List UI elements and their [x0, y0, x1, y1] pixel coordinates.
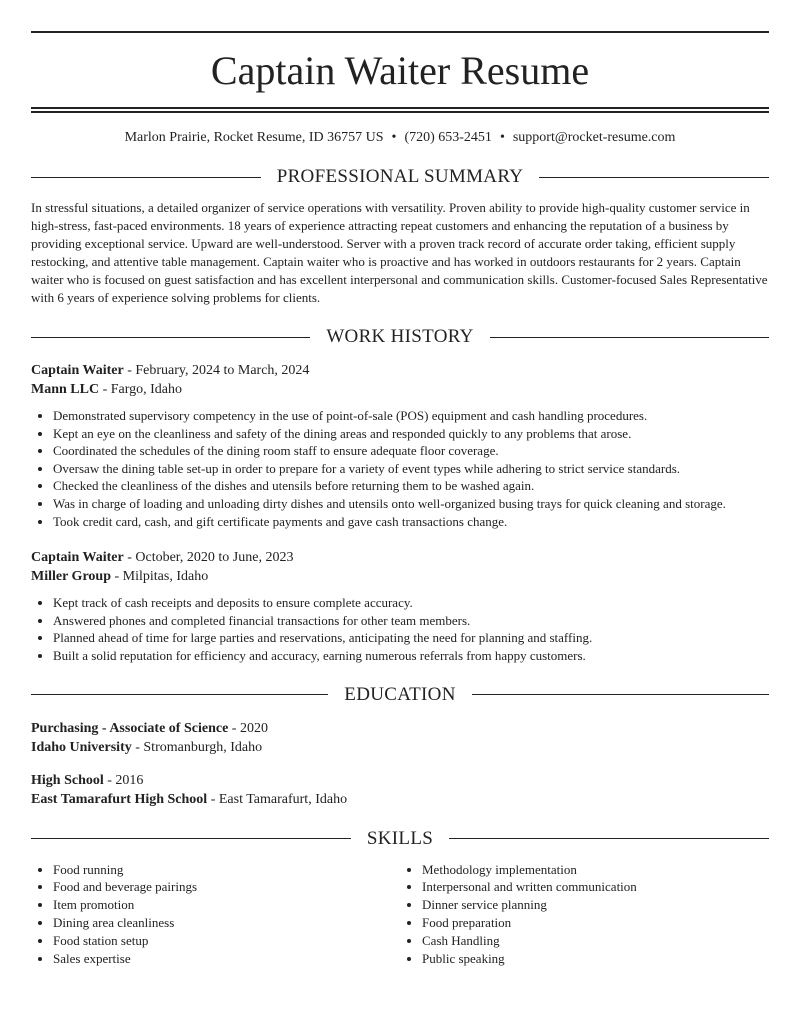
job-bullet: • Coordinated the schedules of the dining room staff to ensure adequate floor coverage. [53, 442, 769, 460]
top-rule [31, 31, 769, 33]
heading-rule-left [31, 838, 351, 839]
job-dates: - October, 2020 to June, 2023 [123, 550, 294, 566]
job-company-line [31, 380, 769, 399]
job-bullet: • Kept track of cash receipts and deposits to ensure complete accuracy. [53, 594, 769, 612]
skills-columns [31, 861, 769, 968]
section-title: PROFESSIONAL SUMMARY [276, 166, 524, 187]
skill-item: • Interpersonal and written communication [422, 878, 769, 896]
heading-rule-right [472, 694, 769, 695]
skill-item: • Food preparation [422, 914, 769, 932]
skill-item: • Item promotion [53, 896, 400, 914]
skill-item: • Sales expertise [53, 950, 400, 968]
job-bullet: • Demonstrated supervisory competency in the use of point-of-sale (POS) equipment and cash handling procedures. [53, 407, 769, 425]
job-bullets [31, 594, 769, 664]
job-title-line [31, 548, 769, 567]
job-location: - Fargo, Idaho [99, 382, 183, 397]
heading-rule-right [490, 337, 769, 338]
heading-rule-right [449, 838, 769, 839]
education-degree-line [31, 771, 769, 790]
skill-item: • Food running [53, 861, 400, 879]
contact-line [31, 129, 769, 147]
job-bullets [31, 407, 769, 530]
skill-item: • Food and beverage pairings [53, 878, 400, 896]
job-bullet: • Checked the cleanliness of the dishes and utensils before returning them to be washed again. [53, 477, 769, 495]
education-school-line [31, 738, 769, 757]
section-title: WORK HISTORY [326, 326, 474, 347]
job-bullet: • Answered phones and completed financial transactions for other team members. [53, 612, 769, 630]
job-dates: - February, 2024 to March, 2024 [123, 363, 310, 378]
education-school-line [31, 790, 769, 809]
skills-list-left [31, 861, 400, 968]
contact-phone: (720) 653-2451 [404, 130, 492, 145]
education-school: East Tamarafurt High School [31, 791, 208, 807]
education-entry [31, 719, 769, 757]
skill-item: • Food station setup [53, 932, 400, 950]
job-bullet: • Built a solid reputation for efficiency and accuracy, earning numerous referrals from happy customers. [53, 647, 769, 665]
education-degree-line [31, 719, 769, 738]
heading-rule-right [539, 177, 769, 178]
title-double-rule [31, 107, 769, 113]
skill-item: • Dinner service planning [422, 896, 769, 914]
job-title: Captain Waiter [31, 363, 124, 378]
heading-rule-left [31, 694, 328, 695]
education-section-heading [31, 683, 769, 707]
job-company-line [31, 567, 769, 586]
job-bullet: • Was in charge of loading and unloading dirty dishes and utensils onto well-organized busing trays for quick cleaning and storage. [53, 495, 769, 513]
summary-section-heading [31, 165, 769, 189]
contact-email: support@rocket-resume.com [512, 130, 676, 145]
resume-page [31, 0, 769, 967]
education-degree: High School [31, 772, 104, 788]
job-entry [31, 548, 769, 664]
job-bullet: • Kept an eye on the cleanliness and safety of the dining areas and responded quickly to any problems that arose. [53, 425, 769, 443]
skill-item: • Methodology implementation [422, 861, 769, 879]
job-title: Captain Waiter [31, 550, 124, 566]
heading-rule-left [31, 337, 310, 338]
job-bullet: • Oversaw the dining table set-up in order to prepare for a variety of event types while adhering to strict service standards. [53, 460, 769, 478]
education-degree: Purchasing - Associate of Science [31, 720, 229, 736]
education-school: Idaho University [31, 739, 132, 755]
education-entry [31, 771, 769, 809]
skills-section-heading [31, 827, 769, 851]
skill-item: • Public speaking [422, 950, 769, 968]
education-location: - East Tamarafurt, Idaho [207, 791, 348, 807]
skill-item: • Dining area cleanliness [53, 914, 400, 932]
education-year: - 2020 [228, 720, 268, 736]
work-section-heading [31, 325, 769, 349]
section-title: SKILLS [366, 827, 434, 849]
contact-separator: • [499, 130, 505, 145]
education-year: - 2016 [103, 772, 144, 788]
job-company: Mann LLC [31, 382, 100, 397]
skill-item: • Cash Handling [422, 932, 769, 950]
job-bullet: • Took credit card, cash, and gift certificate payments and gave cash transactions change. [53, 513, 769, 531]
contact-address: Marlon Prairie, Rocket Resume, ID 36757 US [124, 130, 384, 145]
education-location: - Stromanburgh, Idaho [131, 739, 263, 755]
job-entry [31, 361, 769, 530]
page-title: Captain Waiter Resume [210, 48, 590, 93]
skills-list-right [400, 861, 769, 968]
job-location: - Milpitas, Idaho [110, 569, 209, 585]
job-title-line [31, 361, 769, 380]
contact-separator: • [391, 130, 397, 145]
heading-rule-left [31, 177, 261, 178]
job-company: Miller Group [31, 569, 111, 585]
summary-text: In stressful situations, a detailed organizer of service operations with versatility. Proven ability to provide high-quality customer service in high-stress, fast-paced environments. 18 years of experience attracting repeat customers and enhancing the reputation of a business by providing exceptional service. Upward are well-understood. Server with a proven track record of accurate order taking, efficient supply restocking, and attentive table management. Captain waiter who is proactive and has worked in outdoors restaurants for 2 years. Captain waiter who is focused on guest satisfaction and has excellent interpersonal and communication skills. Customer-focused Sales Representative with 6 years of experience solving problems for clients. [31, 200, 768, 305]
section-title: EDUCATION [344, 683, 456, 705]
job-bullet: • Planned ahead of time for large parties and reservations, anticipating the need for planning and staffing. [53, 629, 769, 647]
